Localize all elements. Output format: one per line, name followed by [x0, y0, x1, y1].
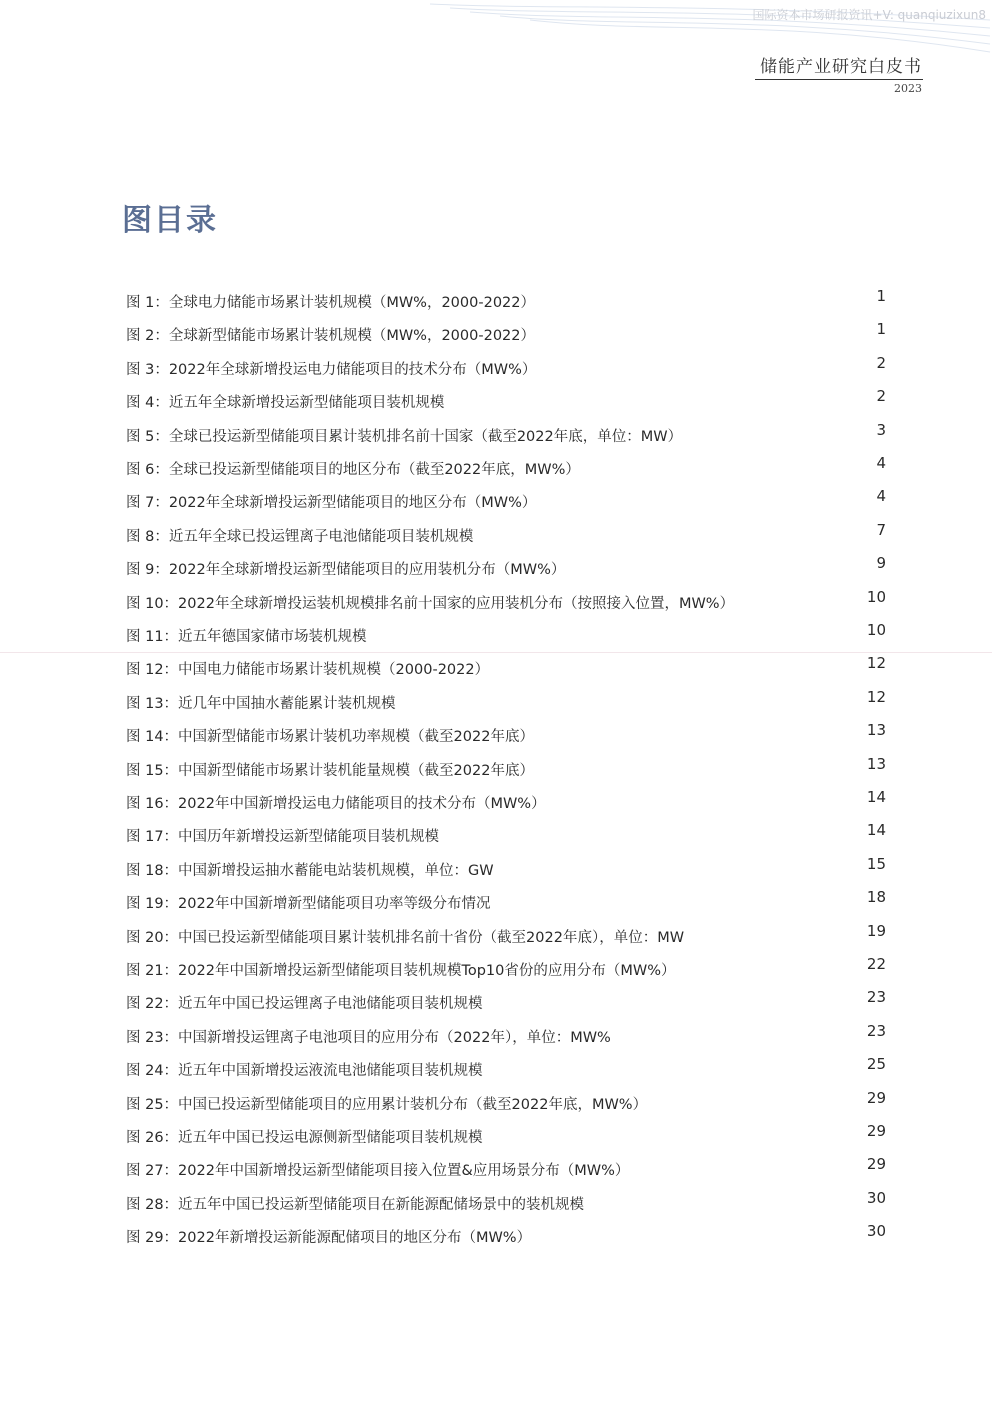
title-underline: [755, 79, 923, 80]
toc-entry[interactable]: [126, 452, 886, 482]
toc-entry[interactable]: [126, 385, 886, 415]
toc-entry-page-number: 30: [866, 1222, 886, 1241]
toc-entry[interactable]: [126, 285, 886, 315]
toc-entry-label: 图 22：近五年中国已投运锂离子电池储能项目装机规模: [126, 996, 483, 1013]
toc-entry-label: 图 10：2022年全球新增投运装机规模排名前十国家的应用装机分布（按照接入位置，MW%）: [126, 595, 735, 612]
toc-entry[interactable]: [126, 753, 886, 783]
toc-entry[interactable]: [126, 819, 886, 849]
toc-entry-label: 图 2：全球新型储能市场累计装机规模（MW%，2000-2022）: [126, 328, 535, 345]
toc-entry-page-number: 18: [866, 888, 886, 907]
toc-entry[interactable]: [126, 586, 886, 616]
toc-entry-label: 图 16：2022年中国新增投运电力储能项目的技术分布（MW%）: [126, 796, 546, 812]
toc-entry-label: 图 19：2022年中国新增新型储能项目功率等级分布情况: [126, 896, 491, 913]
toc-entry-label: 图 13：近几年中国抽水蓄能累计装机规模: [126, 695, 396, 712]
toc-entry-label: 图 8：近五年全球已投运锂离子电池储能项目装机规模: [126, 528, 474, 545]
toc-entry-page-number: 2: [876, 387, 886, 406]
toc-entry[interactable]: [126, 552, 886, 582]
toc-entry-label: 图 28：近五年中国已投运新型储能项目在新能源配储场景中的装机规模: [126, 1196, 585, 1213]
toc-entry-page-number: 15: [866, 854, 886, 873]
toc-entry[interactable]: [126, 1020, 886, 1050]
toc-entry-label: 图 1：全球电力储能市场累计装机规模（MW%，2000-2022）: [126, 295, 535, 311]
toc-entry-page-number: 29: [866, 1155, 886, 1174]
toc-entry[interactable]: [126, 318, 886, 348]
toc-entry-label: 图 12：中国电力储能市场累计装机规模（2000-2022）: [126, 662, 490, 679]
toc-entry[interactable]: [126, 1153, 886, 1183]
document-year: 2023: [894, 82, 922, 95]
toc-entry-label: 图 20：中国已投运新型储能项目累计装机排名前十省份（截至2022年底），单位：MW: [126, 929, 685, 946]
toc-entry-page-number: 23: [866, 988, 886, 1007]
toc-entry-page-number: 4: [876, 487, 886, 506]
toc-entry[interactable]: [126, 920, 886, 950]
toc-entry-page-number: 1: [876, 287, 886, 305]
toc-entry-page-number: 19: [866, 921, 886, 940]
toc-entry[interactable]: [126, 886, 886, 916]
toc-entry-page-number: 10: [866, 587, 886, 606]
toc-entry-label: 图 4：近五年全球新增投运新型储能项目装机规模: [126, 395, 445, 412]
toc-entry-page-number: 29: [866, 1122, 886, 1140]
toc-entry-label: 图 9：2022年全球新增投运新型储能项目的应用装机分布（MW%）: [126, 562, 566, 579]
toc-entry-label: 图 18：中国新增投运抽水蓄能电站装机规模，单位：GW: [126, 862, 494, 879]
toc-entry[interactable]: [126, 619, 886, 649]
watermark-text: 国际资本市场研报资讯+V: quanqiuzixun8: [752, 8, 986, 22]
toc-entry[interactable]: [126, 686, 886, 716]
toc-entry[interactable]: [126, 953, 886, 983]
document-title: 储能产业研究白皮书: [760, 57, 922, 77]
toc-entry[interactable]: [126, 1120, 886, 1150]
toc-entry-label: 图 3：2022年全球新增投运电力储能项目的技术分布（MW%）: [126, 361, 537, 378]
toc-entry[interactable]: [126, 1087, 886, 1117]
toc-entry[interactable]: [126, 652, 886, 682]
toc-entry[interactable]: [126, 519, 886, 549]
toc-entry[interactable]: [126, 719, 886, 749]
toc-entry[interactable]: [126, 1187, 886, 1217]
toc-entry-page-number: 22: [866, 955, 886, 973]
toc-entry[interactable]: [126, 485, 886, 515]
toc-entry-page-number: 1: [876, 320, 886, 339]
toc-entry-page-number: 13: [866, 754, 886, 773]
toc-entry[interactable]: [126, 986, 886, 1016]
toc-entry-label: 图 6：全球已投运新型储能项目的地区分布（截至2022年底，MW%）: [126, 462, 580, 478]
toc-entry-label: 图 27：2022年中国新增投运新型储能项目接入位置&应用场景分布（MW%）: [126, 1163, 630, 1180]
toc-entry-label: 图 15：中国新型储能市场累计装机能量规模（截至2022年底）: [126, 762, 534, 779]
toc-entry[interactable]: [126, 853, 886, 883]
figure-index-heading: 图目录: [122, 203, 218, 238]
toc-entry-page-number: 14: [866, 788, 886, 806]
toc-entry-page-number: 13: [866, 721, 886, 740]
toc-entry-label: 图 7：2022年全球新增投运新型储能项目的地区分布（MW%）: [126, 495, 537, 512]
toc-entry-page-number: 2: [876, 353, 886, 372]
toc-entry-page-number: 3: [876, 420, 886, 439]
toc-entry-page-number: 7: [876, 520, 886, 539]
toc-entry[interactable]: [126, 1053, 886, 1083]
toc-entry-page-number: 25: [866, 1055, 886, 1074]
toc-entry-label: 图 14：中国新型储能市场累计装机功率规模（截至2022年底）: [126, 729, 534, 746]
toc-entry-page-number: 12: [866, 654, 886, 673]
toc-entry-label: 图 24：近五年中国新增投运液流电池储能项目装机规模: [126, 1063, 483, 1080]
toc-entry-page-number: 30: [866, 1188, 886, 1207]
toc-entry[interactable]: [126, 786, 886, 816]
toc-entry-label: 图 29：2022年新增投运新能源配储项目的地区分布（MW%）: [126, 1230, 532, 1247]
toc-entry-label: 图 11：近五年德国家储市场装机规模: [126, 629, 367, 645]
toc-entry-label: 图 26：近五年中国已投运电源侧新型储能项目装机规模: [126, 1130, 483, 1146]
toc-entry-label: 图 21：2022年中国新增投运新型储能项目装机规模Top10省份的应用分布（MW%）: [126, 963, 676, 979]
toc-entry-label: 图 25：中国已投运新型储能项目的应用累计装机分布（截至2022年底，MW%）: [126, 1096, 648, 1113]
toc-entry-page-number: 9: [876, 554, 886, 573]
toc-entry-page-number: 23: [866, 1021, 886, 1040]
toc-entry[interactable]: [126, 1220, 886, 1250]
toc-entry-label: 图 17：中国历年新增投运新型储能项目装机规模: [126, 829, 440, 846]
toc-entry-label: 图 5：全球已投运新型储能项目累计装机排名前十国家（截至2022年底，单位：MW）: [126, 428, 683, 445]
toc-entry-page-number: 12: [866, 687, 886, 706]
toc-entry-label: 图 23：中国新增投运锂离子电池项目的应用分布（2022年），单位：MW%: [126, 1029, 611, 1046]
toc-entry-page-number: 10: [866, 621, 886, 639]
toc-entry-page-number: 29: [866, 1088, 886, 1107]
toc-entry[interactable]: [126, 352, 886, 382]
toc-entry-page-number: 4: [876, 454, 886, 472]
toc-entry[interactable]: [126, 419, 886, 449]
toc-entry-page-number: 14: [866, 821, 886, 840]
